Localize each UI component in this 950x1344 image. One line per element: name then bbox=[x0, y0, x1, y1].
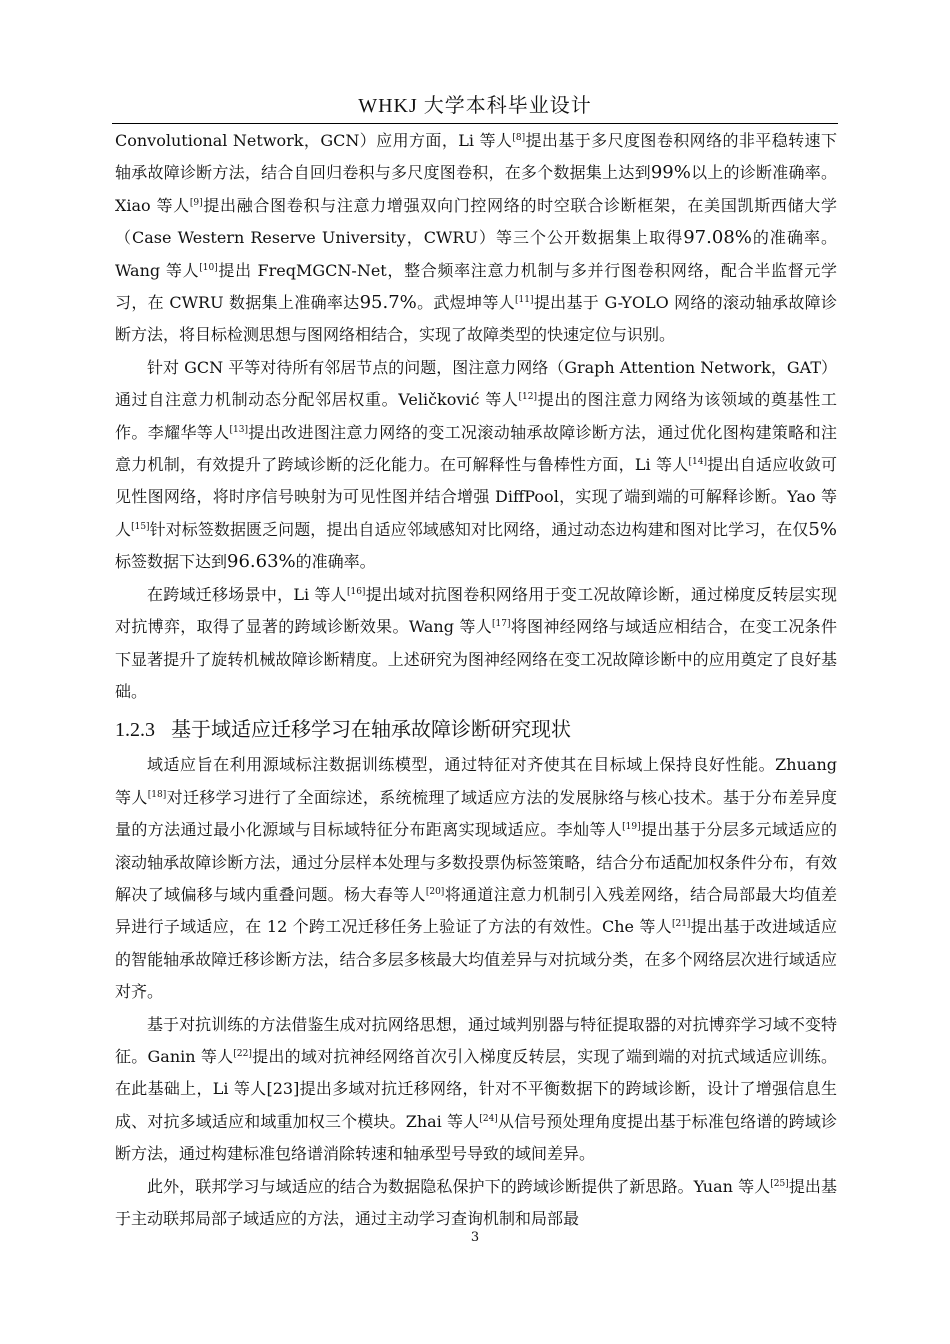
accuracy-value: 97.08% bbox=[683, 227, 752, 249]
page-header: WHKJ 大学本科毕业设计 bbox=[358, 95, 592, 117]
citation: [21] bbox=[671, 919, 691, 930]
accuracy-value: 96.63% bbox=[227, 551, 296, 573]
citation: [24] bbox=[479, 1113, 498, 1124]
paragraph-adversarial: 基于对抗训练的方法借鉴生成对抗网络思想，通过域判别器与特征提取器的对抗博弈学习域不变特征。Ganin 等人[22]提出的域对抗神经网络首次引入梯度反转层，实现了端到端的对抗式域适应训练。在此基础上，Li 等人[23]提出多域对抗迁移网络，针对不平衡数据下的跨域诊断，设计了增强信息生成、对抗多域适应和域重加权三个模块。Zhai 等人[24]从信号预处理角度提出基于标准包络谱的跨域诊断方法，通过构建标准包络谱消除转速和轴承型号导致的域间差异。 bbox=[115, 1014, 837, 1164]
accuracy-value: 95.7% bbox=[359, 292, 417, 314]
header-rule bbox=[112, 123, 838, 124]
paragraph-cross-domain: 在跨域迁移场景中，Li 等人[16]提出域对抗图卷积网络用于变工况故障诊断，通过梯度反转层实现对抗博弈，取得了显著的跨域诊断效果。Wang 等人[17]将图神经网络与域适应相结合，在变工况条件下显著提升了旋转机械故障诊断精度。上述研究为图神经网络在变工况故障诊断中的应用奠定了良好基础。 bbox=[115, 584, 837, 701]
citation: [11] bbox=[515, 295, 534, 306]
citation: [8] bbox=[512, 133, 526, 143]
paragraph-gat: 针对 GCN 平等对待所有邻居节点的问题，图注意力网络（Graph Attention Network，GAT）通过自注意力机制动态分配邻居权重。Veličković 等人[12]提出的图注意力网络为该领域的奠基性工作。李耀华等人[13]提出改进图注意力网络的变工况滚动轴承故障诊断方法，通过优化图构建策略和注意力机制，有效提升了跨域诊断的泛化能力。在可解释性与鲁棒性方面，Li 等人[14]提出自适应收敛可见性图网络，将时序信号映射为可见性图并结合增强 DiffPool，实现了端到端的可解释诊断。Yao 等人[15]针对标签数据匮乏问题，提出自适应邻域感知对比网络，通过动态边构建和图对比学习，在仅5%标签数据下达到96.63%的准确率。 bbox=[115, 357, 837, 573]
paragraph-federated: 此外，联邦学习与域适应的结合为数据隐私保护下的跨域诊断提供了新思路。Yuan 等人[25]提出基于主动联邦局部子域适应的方法，通过主动学习查询机制和局部最 bbox=[115, 1176, 837, 1228]
citation: [9] bbox=[189, 197, 203, 208]
citation: [22] bbox=[233, 1048, 252, 1059]
citation: [10] bbox=[199, 262, 218, 273]
citation: [25] bbox=[770, 1178, 789, 1189]
accuracy-value: 99% bbox=[650, 162, 691, 184]
section-number: 1.2.3 bbox=[115, 719, 155, 742]
citation: [17] bbox=[492, 619, 511, 630]
citation: [12] bbox=[518, 392, 538, 403]
citation: [18] bbox=[147, 789, 167, 800]
citation: [16] bbox=[346, 586, 366, 597]
section-heading bbox=[115, 712, 837, 747]
citation: [13] bbox=[229, 424, 249, 435]
citation: [19] bbox=[622, 822, 641, 833]
page-number: 3 bbox=[470, 1230, 480, 1245]
citation: [15] bbox=[131, 521, 150, 532]
document-body bbox=[115, 125, 837, 1235]
paragraph-gcn: Convolutional Network，GCN）应用方面，Li 等人[8]提出基于多尺度图卷积网络的非平稳转速下轴承故障诊断方法，结合自回归卷积与多尺度图卷积，在多个数据集上达到99%以上的诊断准确率。Xiao 等人[9]提出融合图卷积与注意力增强双向门控网络的时空联合诊断框架，在美国凯斯西储大学（Case Western Reserve University，CWRU）等三个公开数据集上取得97.08%的准确率。Wang 等人[10]提出 FreqMGCN-Net，整合频率注意力机制与多并行图卷积网络，配合半监督元学习，在 CWRU 数据集上准确率达95.7%。武煜坤等人[11]提出基于 G-YOLO 网络的滚动轴承故障诊断方法，将目标检测思想与图网络相结合，实现了故障类型的快速定位与识别。 bbox=[115, 131, 837, 345]
accuracy-value: 5% bbox=[808, 518, 837, 540]
paragraph-domain-adaptation: 域适应旨在利用源域标注数据训练模型，通过特征对齐使其在目标域上保持良好性能。Zhuang 等人[18]对迁移学习进行了全面综述，系统梳理了域适应方法的发展脉络与核心技术。基于分布差异度量的方法通过最小化源域与目标域特征分布距离实现域适应。李灿等人[19]提出基于分层多元域适应的滚动轴承故障诊断方法，通过分层样本处理与多数投票伪标签策略，结合分布适配加权条件分布，有效解决了域偏移与域内重叠问题。杨大春等人[20]将通道注意力机制引入残差网络，结合局部最大均值差异进行子域适应，在 12 个跨工况迁移任务上验证了方法的有效性。Che 等人[21]提出基于改进域适应的智能轴承故障迁移诊断方法，结合多层多核最大均值差异与对抗域分类，在多个网络层次进行域适应对齐。 bbox=[115, 755, 837, 1002]
citation: [20] bbox=[425, 886, 445, 897]
citation: [14] bbox=[688, 457, 707, 468]
section-title: 基于域适应迁移学习在轴承故障诊断研究现状 bbox=[171, 717, 571, 742]
